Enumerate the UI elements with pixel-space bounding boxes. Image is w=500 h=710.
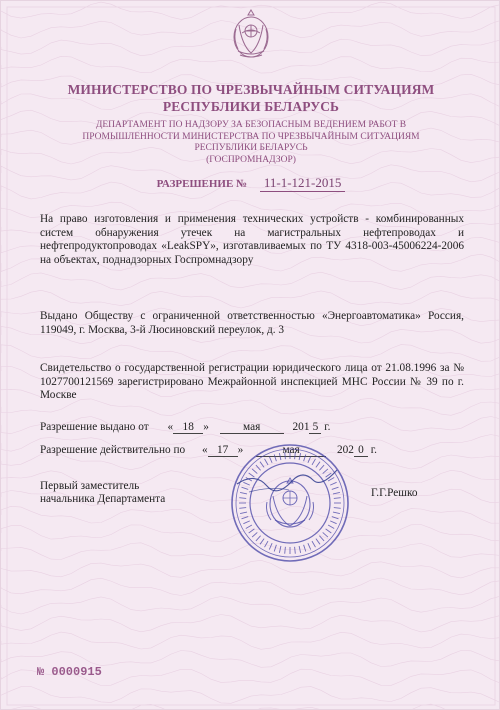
seal-tick [304, 455, 306, 462]
seal-tick [260, 539, 264, 545]
issued-date-row [40, 421, 330, 434]
purpose-paragraph: На право изготовления и применения технических устройств - комбинированных систем обнаружения утечек на магистральных нефтепроводах и нефтепродуктопроводах «LeakSPY», изготавливаемых по ТУ 4318-003-45006224-2006 на объектах, поднадзорных Госпромнадзору [40, 213, 464, 266]
registration-paragraph: Свидетельство о государственной регистрации юридического лица от 21.08.1996 за № 1027700121569 зарегистрировано Межрайонной инспекцией МНС России № 39 по г. Москве [40, 362, 464, 401]
seal-tick [333, 512, 340, 514]
valid-month: мая [256, 444, 326, 457]
permit-number: 11-1-121-2015 [260, 175, 346, 192]
guilloche-wave [1, 345, 500, 362]
department-line3: РЕСПУБЛИКИ БЕЛАРУСЬ [194, 143, 308, 153]
valid-close-quote: » [237, 444, 244, 456]
official-seal-stamp [229, 442, 351, 564]
guilloche-wave [1, 615, 500, 632]
seal-tick [299, 546, 301, 553]
signatory-title-line2: начальника Департамента [40, 493, 166, 505]
seal-tick [240, 492, 247, 494]
seal-tick [332, 517, 339, 519]
state-emblem-icon [230, 7, 272, 61]
seal-tick [249, 473, 255, 477]
issued-close-quote: » [203, 421, 209, 433]
issued-year-prefix: 201 [292, 421, 310, 433]
seal-tick [265, 459, 269, 465]
guilloche-wave [1, 272, 500, 290]
seal-tick [330, 482, 336, 485]
seal-tick [240, 512, 247, 514]
seal-tick [269, 456, 272, 462]
serial-number: № 0000915 [37, 665, 102, 679]
valid-year-digit: 0 [354, 444, 368, 457]
seal-tick [319, 536, 324, 541]
seal-tick [252, 532, 257, 537]
seal-tick [285, 547, 286, 554]
seal-tick [323, 532, 328, 537]
seal-tick [334, 508, 341, 509]
seal-tick [274, 455, 276, 462]
seal-tick [260, 462, 264, 468]
seal-tick [274, 545, 276, 552]
guilloche-wave [1, 704, 500, 710]
issued-year-suffix: г. [324, 421, 331, 433]
seal-tick [323, 469, 328, 474]
issued-month: мая [220, 421, 284, 434]
seal-tick [330, 521, 336, 524]
seal-tick [316, 539, 320, 545]
ministry-title-line2: РЕСПУБЛИКИ БЕЛАРУСЬ [162, 99, 340, 114]
seal-tick [242, 517, 249, 519]
permit-label: РАЗРЕШЕНИЕ № [156, 178, 248, 190]
issued-to-paragraph: Выдано Обществу с ограниченной ответственностью «Энергоавтоматика» Россия, 119049, г. Москва, 3-й Люсиновский переулок, д. 3 [40, 310, 464, 336]
valid-open-quote: « [201, 444, 208, 456]
seal-tick [299, 453, 301, 460]
seal-tick [269, 543, 272, 549]
seal-tick [239, 508, 246, 509]
seal-tick [308, 543, 311, 549]
seal-tick [326, 529, 332, 533]
valid-date-label: Разрешение действительно по [40, 444, 186, 456]
issued-year-digit: 5 [309, 421, 321, 434]
guilloche-wave [1, 596, 500, 614]
seal-tick [312, 459, 316, 465]
seal-tick [246, 525, 252, 529]
seal-tick [312, 541, 316, 547]
department-line2: ПРОМЫШЛЕННОСТИ МИНИСТЕРСТВА ПО ЧРЕЗВЫЧАЙНЫМ СИТУАЦИЯМ [82, 131, 420, 142]
seal-tick [319, 465, 324, 470]
valid-year-prefix: 202 [336, 444, 354, 456]
seal-tick [334, 498, 341, 499]
seal-tick [333, 492, 340, 494]
seal-tick [265, 541, 269, 547]
seal-tick [249, 529, 255, 533]
seal-tick [295, 547, 296, 554]
department-line1: ДЕПАРТАМЕНТ ПО НАДЗОРУ ЗА БЕЗОПАСНЫМ ВЕДЕНИЕМ РАБОТ В [95, 120, 407, 130]
issued-day: 18 [173, 421, 203, 434]
seal-tick [304, 545, 306, 552]
seal-tick [285, 452, 286, 459]
issued-open-quote: « [167, 421, 174, 433]
guilloche-wave [1, 290, 500, 308]
signatory-title-line1: Первый заместитель [40, 480, 140, 492]
seal-tick [279, 546, 281, 553]
ministry-title-line1: МИНИСТЕРСТВО ПО ЧРЕЗВЫЧАЙНЫМ СИТУАЦИЯМ [67, 82, 435, 97]
seal-tick [279, 453, 281, 460]
seal-tick [239, 498, 246, 499]
guilloche-wave [1, 632, 500, 649]
permit-heading [1, 175, 500, 192]
signatory-title [40, 480, 165, 506]
seal-tick [243, 482, 249, 485]
valid-day: 17 [208, 444, 238, 457]
seal-tick [256, 536, 261, 541]
seal-tick [316, 462, 320, 468]
seal-tick [252, 469, 257, 474]
seal-tick [328, 525, 334, 529]
seal-tick [308, 456, 311, 462]
seal-tick [256, 465, 261, 470]
seal-tick [295, 452, 296, 459]
guilloche-wave [1, 578, 500, 596]
seal-tick [242, 487, 249, 489]
issued-date-label: Разрешение выдано от [40, 421, 149, 433]
signatory-name: Г.Г.Решко [371, 487, 418, 499]
seal-tick [243, 521, 249, 524]
seal-tick [332, 487, 339, 489]
valid-year-suffix: г. [370, 444, 377, 456]
guilloche-wave [1, 687, 500, 704]
department-line4: (ГОСПРОМНАДЗОР) [206, 154, 296, 165]
